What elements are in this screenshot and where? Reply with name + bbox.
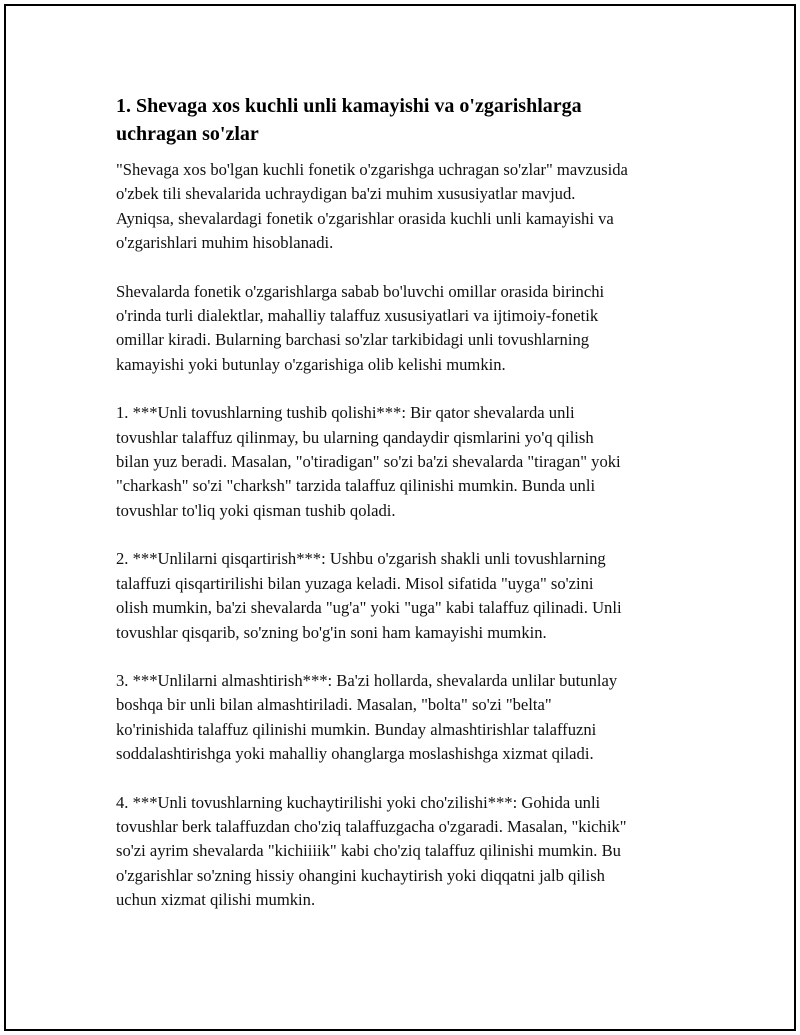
paragraph-vowel-dropping: 1. ***Unli tovushlarning tushib qolishi***: Bir qator shevalarda unli tovushlar talaffuz qilinmay, bu ularning qandaydir qismlarini yo'q qilish bilan yuz beradi. Masalan, "o'tiradigan" so'zi ba'zi shevalarda "tiragan" yoki "charkash" so'zi "charksh" tarzida talaffuz qilinishi mumkin. Bunda unli tovushlar to'liq yoki qisman tushib qoladi. <box>116 403 621 520</box>
paragraph-vowel-lengthening: 4. ***Unli tovushlarning kuchaytirilishi yoki cho'zilishi***: Gohida unli tovushlar berk talaffuzdan cho'ziq talaffuzgacha o'zgaradi. Masalan, "kichik" so'zi ayrim shevalarda "kichiiiik" kabi cho'ziq talaffuz qilinishi mumkin. Bu o'zgarishlar so'zning hissiy ohangini kuchaytirish yoki diqqatni jalb qilish uchun xizmat qilishi mumkin. <box>116 792 627 910</box>
paragraph-vowel-substitution: 3. ***Unlilarni almashtirish***: Ba'zi hollarda, shevalarda unlilar butunlay boshqa bir unli bilan almashtiriladi. Masalan, "bolta" so'zi "belta" ko'rinishida talaffuz qilinishi mumkin. Bunday almashtirishlar talaffuzni soddalashtirishga yoki mahalliy ohanglarga moslashishga xizmat qiladi. <box>116 670 618 764</box>
paragraph-vowel-shortening: 2. ***Unlilarni qisqartirish***: Ushbu o'zgarish shakli unli tovushlarning talaffuzi qisqartirilishi bilan yuzaga keladi. Misol sifatida "uyga" so'zini olish mumkin, ba'zi shevalarda "ug'a" yoki "uga" kabi talaffuz qilinadi. Unli tovushlar qisqarib, so'zning bo'g'in soni ham kamayishi mumkin. <box>116 549 622 642</box>
paragraph-intro: "Shevaga xos bo'lgan kuchli fonetik o'zgarishga uchragan so'zlar" mavzusida o'zbek tili shevalarida uchraydigan ba'zi muhim xususiyatlar mavjud. Ayniqsa, shevalardagi fonetik o'zgarishlar orasida kuchli unli kamayishi va o'zgarishlari muhim hisoblanadi. <box>116 160 628 253</box>
document-body <box>116 92 696 937</box>
section-heading: 1. Shevaga xos kuchli unli kamayishi va o'zgarishlarga uchragan so'zlar <box>116 95 582 145</box>
paragraph-factors: Shevalarda fonetik o'zgarishlarga sabab bo'luvchi omillar orasida birinchi o'rinda turli dialektlar, mahalliy talaffuz xususiyatlari va ijtimoiy-fonetik omillar kiradi. Bularning barchasi so'zlar tarkibidagi unli tovushlarning kamayishi yoki butunlay o'zgarishiga olib kelishi mumkin. <box>116 281 605 374</box>
